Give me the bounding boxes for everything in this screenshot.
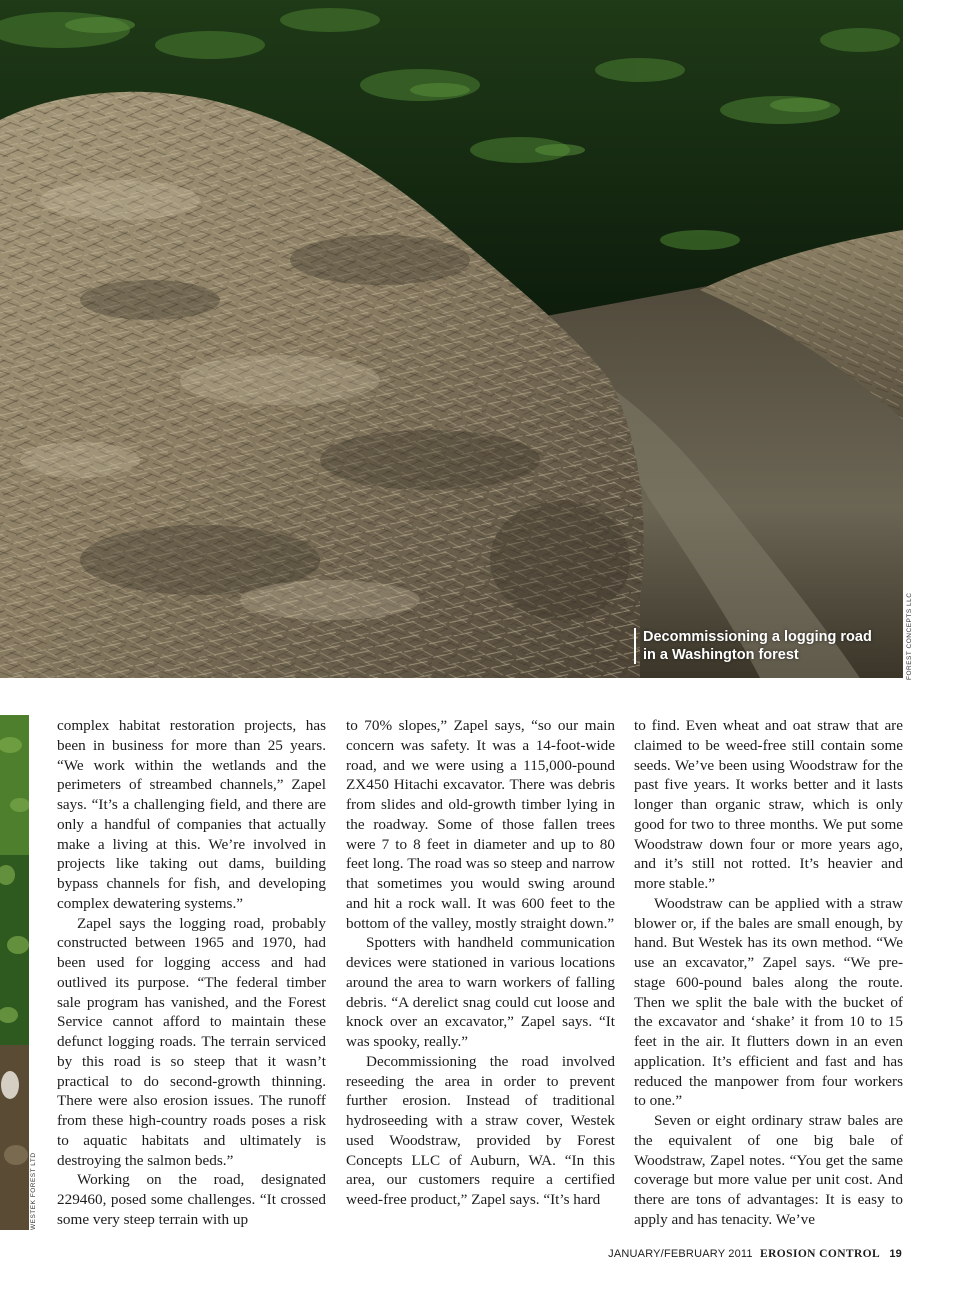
- page-footer: [608, 1248, 902, 1260]
- text-column-2: [346, 716, 615, 1210]
- paragraph: complex habitat restoration projects, has been in business for more than 25 years. “We work within the wetlands and the perimeters of streambed channels,” Zapel says. “It’s a challenging field, and there are only a handful of companies that actually make a living at this. We’re involved in projects like taking out dams, building bypass channels for fish, and developing complex dewatering systems.”: [57, 717, 326, 912]
- text-column-1: [57, 716, 326, 1230]
- paragraph: Spotters with handheld communication devices were stationed in various locations around the area to warn workers of falling debris. “A derelict snag could cut loose and knock over an excavator,” Zapel says. “It was spooky, really.”: [346, 934, 615, 1050]
- side-photo-strip: [0, 715, 29, 1230]
- photo-credit-right: [906, 592, 916, 680]
- paragraph: Working on the road, designated 229460, posed some challenges. “It crossed some very steep terrain with up: [57, 1171, 326, 1228]
- paragraph: Decommissioning the road involved reseeding the area in order to prevent further erosion. Instead of traditional hydroseeding with a straw cover, Westek used Woodstraw, provided by Forest Concepts LLC of Auburn, WA. “In this area, our customers require a certified weed-free product,” Zapel says. “It’s hard: [346, 1052, 615, 1208]
- magazine-name: EROSION CONTROL: [760, 1248, 881, 1260]
- side-photo-credit: [30, 1152, 40, 1230]
- caption-line-1: Decommissioning a logging road: [643, 629, 872, 645]
- photo-credit-text: FOREST CONCEPTS LLC: [906, 592, 913, 680]
- paragraph: Seven or eight ordinary straw bales are the equivalent of one big bale of Woodstraw, Zapel notes. “You get the same coverage but more value per unit cost. And there are tons of advantages: It is easy to apply and has tenacity. We’ve: [634, 1112, 903, 1228]
- paragraph: Woodstraw can be applied with a straw blower or, if the bales are small enough, by hand. But Westek has its own method. “We use an excavator,” Zapel says. “We pre-stage 600-pound bales along the route. Then we split the bale with the bucket of the excavator and ‘shake’ it from 10 to 15 feet in the air. It flutters down in an even application. It’s efficient and fast and has reduced the manpower from four workers to one.”: [634, 894, 903, 1110]
- text-column-3: [634, 716, 903, 1230]
- paragraph: to find. Even wheat and oat straw that are claimed to be weed-free still contain some seeds. We’ve been using Woodstraw for the past five years. It works better and it lasts longer than organic straw, which is only good for two to three months. We put some Woodstraw down four or more years ago, and it’s still not rotted. It’s heavier and more stable.”: [634, 717, 903, 892]
- caption-line-2: in a Washington forest: [643, 647, 799, 663]
- side-photo-illustration: [0, 715, 29, 1230]
- paragraph: Zapel says the logging road, probably constructed between 1965 and 1970, had been used for logging access and had outlived its purpose. “The federal timber sale program has vanished, and the Forest Service cannot afford to maintain these defunct logging roads. The terrain serviced by this road is so steep that it wasn’t practical to do second-growth thinning. There were also erosion issues. The runoff from these high-country roads poses a risk to aquatic habitats and ultimately is destroying the salmon beds.”: [57, 914, 326, 1169]
- photo-caption: [634, 628, 872, 664]
- hero-photo: [0, 0, 903, 678]
- side-photo-credit-text: WESTEK FOREST LTD: [30, 1152, 37, 1230]
- paragraph: to 70% slopes,” Zapel says, “so our main concern was safety. It was a 14-foot-wide road, and we were using a 115,000-pound ZX450 Hitachi excavator. There was debris from slides and old-growth timber lying in the roadway. Some of those fallen trees were 7 to 8 feet in diameter and up to 80 feet long. The road was so steep and narrow that sometimes you would swing around and hit a rock wall. It was 600 feet to the bottom of the valley, mostly straight down.”: [346, 717, 615, 932]
- logging-road-illustration: [0, 0, 903, 678]
- page-number: 19: [889, 1248, 902, 1260]
- issue-date: JANUARY/FEBRUARY 2011: [608, 1248, 753, 1260]
